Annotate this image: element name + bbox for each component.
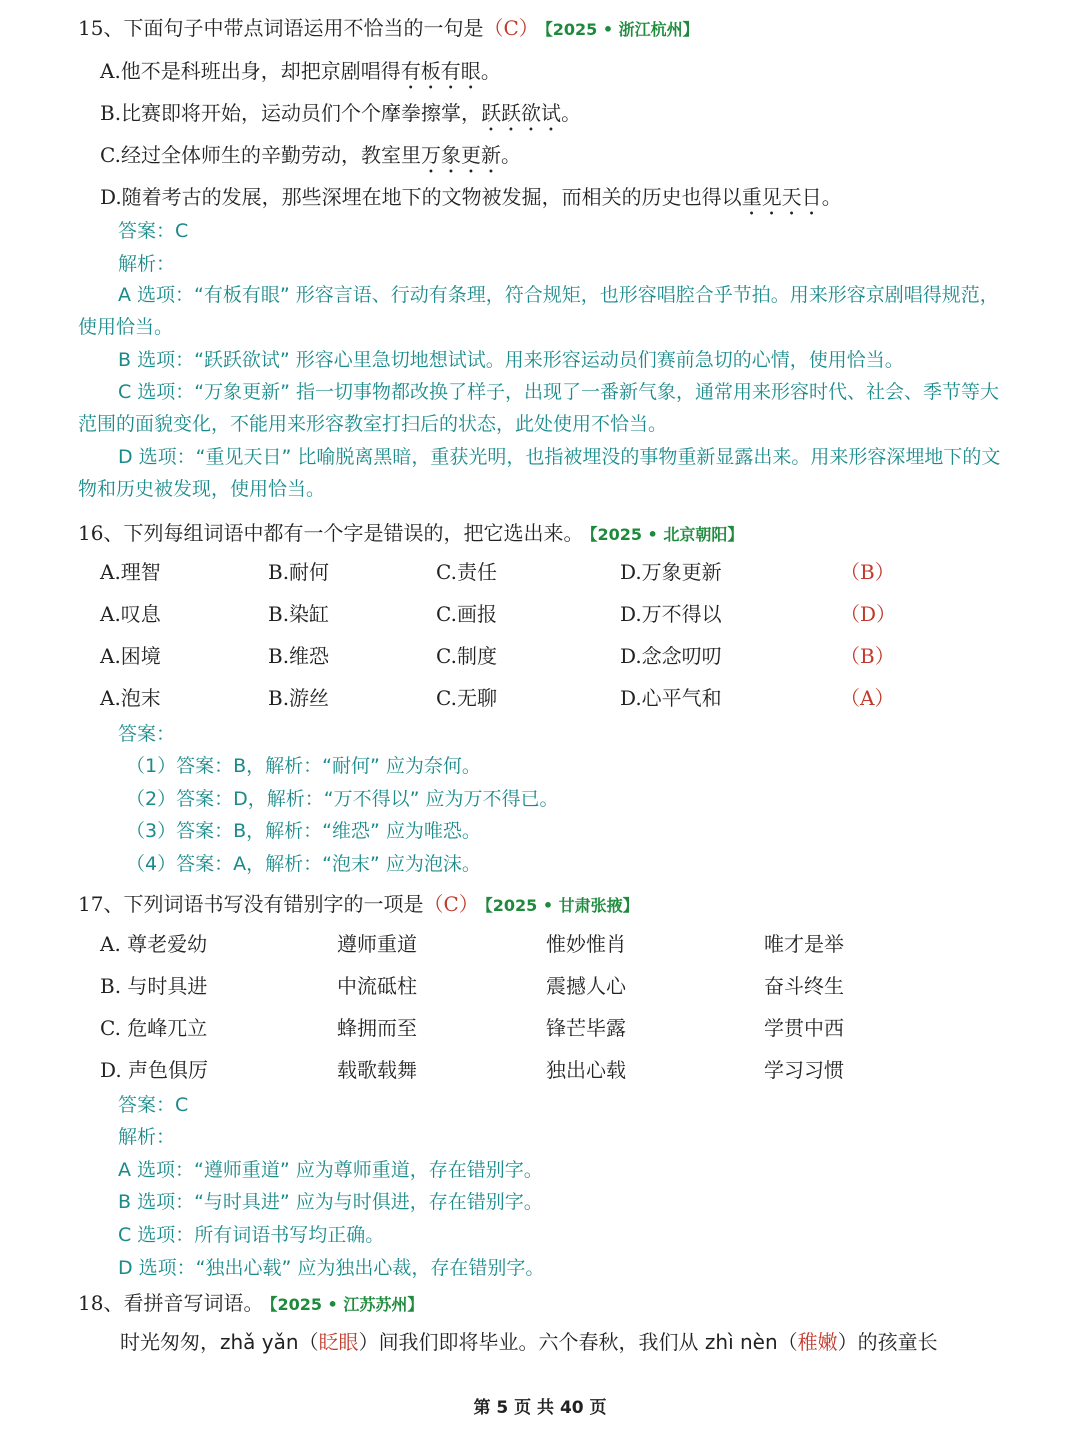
q17-answer: C — [443, 892, 459, 916]
q16-number: 16、 — [78, 521, 124, 545]
q15-option-a: A.他不是科班出身，却把京剧唱得有板有眼。 — [100, 59, 501, 83]
q16-row: A.理智 B.耐何 C.责任 D.万象更新 （B） — [0, 556, 1080, 590]
q16-stem: 下列每组词语中都有一个字是错误的，把它选出来。 — [123, 521, 584, 545]
pinyin-2: zhì nèn — [704, 1330, 778, 1354]
q15-analysis-b: B 选项：“跃跃欲试” 形容心里急切地想试试。用来形容运动员们赛前急切的心情，使用恰当。 — [118, 349, 904, 371]
q15-analysis-label: 解析： — [118, 253, 176, 275]
q17-paren-open: （ — [423, 892, 444, 916]
q17-analysis-b: B 选项：“与时具进” 应为与时俱进，存在错别字。 — [118, 1191, 543, 1213]
q15-paren-open: （ — [483, 16, 504, 40]
q17-title — [78, 888, 639, 917]
q15-paren-close: ） — [518, 16, 539, 40]
q16-answer-3: （3）答案：B，解析：“维恐” 应为唯恐。 — [126, 820, 481, 842]
q15-analysis-a: A 选项：“有板有眼” 形容言语、行动有条理，符合规矩，也形容唱腔合乎节拍。用来形容京剧唱得规范，使用恰当。 — [78, 284, 999, 338]
q18-source-tag: 【2025 • 江苏苏州】 — [269, 1295, 424, 1314]
q16-row-answer: （B） — [840, 644, 895, 668]
dotted-word: 重见天日 — [741, 185, 822, 209]
q15-answer-line: 答案：C — [118, 220, 189, 242]
q18-sentence: 时光匆匆，zhǎ yǎn（眨眼）间我们即将毕业。六个春秋，我们从 zhì nèn（稚嫩）的孩童长 — [120, 1330, 938, 1354]
q18-stem: 看拼音写词语。 — [123, 1291, 264, 1315]
q16-row: A.泡末 B.游丝 C.无聊 D.心平气和 （A） — [0, 682, 1080, 716]
q16-row-answer: （D） — [840, 602, 897, 626]
q16-answer-label: 答案： — [118, 723, 176, 745]
q18-number: 18、 — [78, 1291, 124, 1315]
q15-analysis-d: D 选项：“重见天日” 比喻脱离黑暗，重获光明，也指被埋没的事物重新显露出来。用来形容深埋地下的文物和历史被发现，使用恰当。 — [78, 446, 1001, 500]
q15-analysis-c: C 选项：“万象更新” 指一切事物都改换了样子，出现了一番新气象，通常用来形容时代、社会、季节等大范围的面貌变化，不能用来形容教室打扫后的状态，此处使用不恰当。 — [78, 381, 1000, 435]
dotted-word: 万象更新 — [420, 143, 501, 167]
dotted-word: 跃跃欲试 — [481, 101, 562, 125]
q15-answer: C — [503, 16, 519, 40]
q16-answer-2: （2）答案：D，解析：“万不得以” 应为万不得已。 — [126, 788, 559, 810]
q15-option-c: C.经过全体师生的辛勤劳动，教室里万象更新。 — [100, 143, 521, 167]
q16-row: A.困境 B.维恐 C.制度 D.念念叨叨 （B） — [0, 640, 1080, 674]
dotted-word: 有板有眼 — [400, 59, 481, 83]
q15-title — [78, 12, 699, 41]
q17-analysis-d: D 选项：“独出心载” 应为独出心裁，存在错别字。 — [118, 1257, 545, 1279]
q15-number: 15、 — [78, 16, 124, 40]
q16-source-tag: 【2025 • 北京朝阳】 — [589, 525, 744, 544]
q18-answer-2: 稚嫩 — [797, 1330, 838, 1354]
q16-answer-4: （4）答案：A，解析：“泡末” 应为泡沫。 — [126, 853, 481, 875]
q16-row: A.叹息 B.染缸 C.画报 D.万不得以 （D） — [0, 598, 1080, 632]
q17-row: D. 声色俱厉 载歌载舞 独出心载 学习习惯 — [100, 1058, 844, 1082]
q17-row: C. 危峰兀立 蜂拥而至 锋芒毕露 学贯中西 — [100, 1016, 844, 1040]
page-footer: 第 5 页 共 40 页 — [473, 1398, 607, 1418]
q16-title — [78, 517, 743, 546]
q17-paren-close: ） — [458, 892, 479, 916]
q17-analysis-c: C 选项：所有词语书写均正确。 — [118, 1224, 385, 1246]
q16-row-answer: （A） — [840, 686, 895, 710]
pinyin-1: zhǎ yǎn — [220, 1330, 299, 1354]
q15-stem: 下面句子中带点词语运用不恰当的一句是 — [123, 16, 484, 40]
q17-row: B. 与时具进 中流砥柱 震撼人心 奋斗终生 — [100, 974, 844, 998]
q18-title — [78, 1287, 423, 1316]
q15-option-b: B.比赛即将开始，运动员们个个摩拳擦掌，跃跃欲试。 — [100, 101, 582, 125]
q15-option-d: D.随着考古的发展，那些深埋在地下的文物被发掘，而相关的历史也得以重见天日。 — [100, 185, 842, 209]
q17-row: A. 尊老爱幼 遵师重道 惟妙惟肖 唯才是举 — [100, 932, 844, 956]
q18-answer-1: 眨眼 — [318, 1330, 359, 1354]
q15-source-tag: 【2025 • 浙江杭州】 — [544, 20, 699, 39]
q16-row-answer: （B） — [840, 560, 895, 584]
q17-analysis-a: A 选项：“遵师重道” 应为尊师重道，存在错别字。 — [118, 1159, 543, 1181]
q17-analysis-label: 解析： — [118, 1126, 176, 1148]
q17-answer-line: 答案：C — [118, 1094, 189, 1116]
q17-stem: 下列词语书写没有错别字的一项是 — [123, 892, 424, 916]
q16-answer-1: （1）答案：B，解析：“耐何” 应为奈何。 — [126, 755, 481, 777]
q17-source-tag: 【2025 • 甘肃张掖】 — [484, 896, 639, 915]
q17-number: 17、 — [78, 892, 124, 916]
